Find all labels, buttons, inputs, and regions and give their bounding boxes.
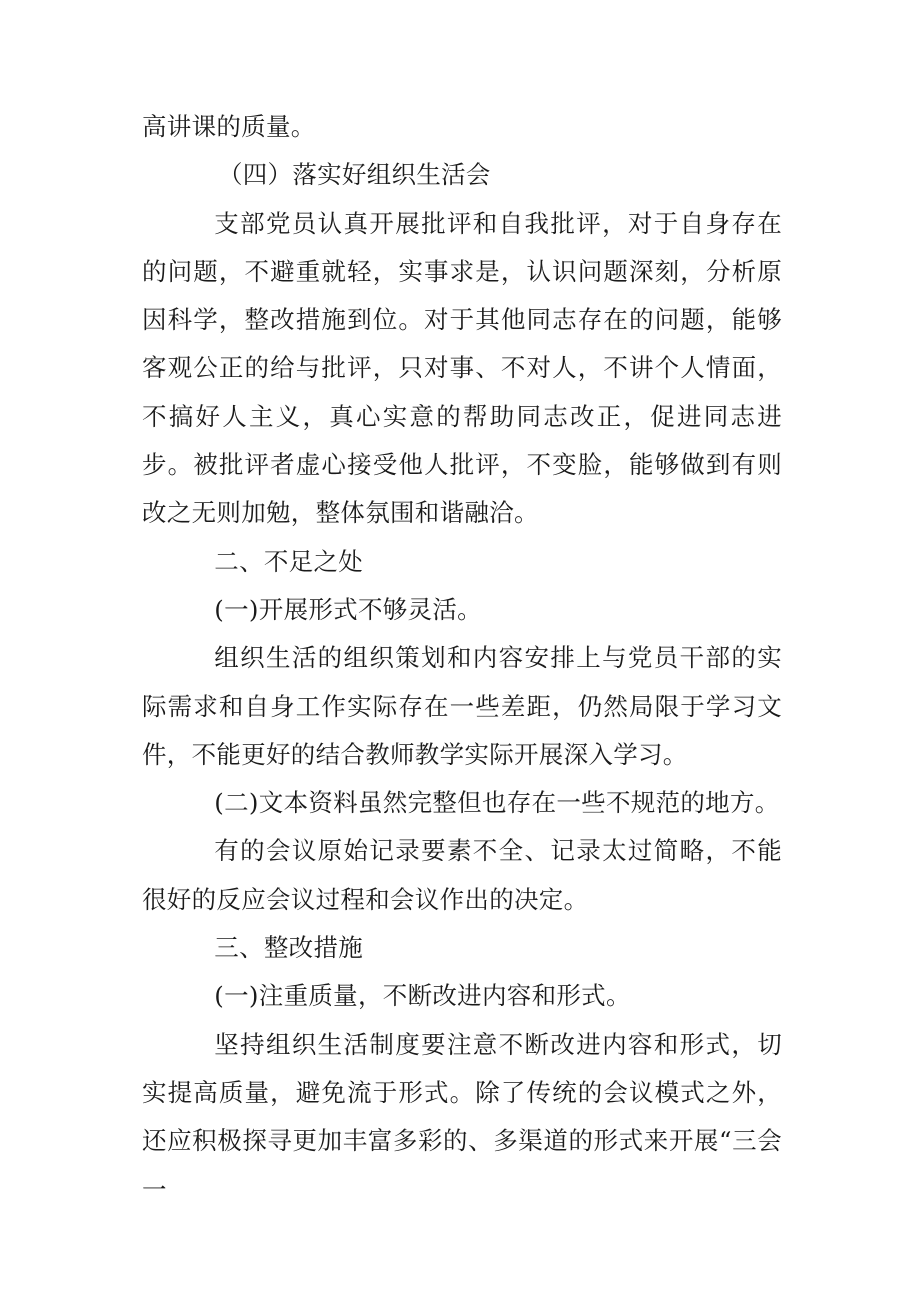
sub-heading-quality: (一)注重质量，不断改进内容和形式。 [214, 981, 631, 1011]
document-body [142, 103, 782, 1214]
paragraph-improve-content: 坚持组织生活制度要注意不断改进内容和形式，切实提高质量，避免流于形式。除了传统的会议模式之外，还应积极探寻更加丰富多彩的、多渠道的形式来开展“三会一 [142, 1029, 782, 1204]
sub-heading-form-not-flexible: (一)开展形式不够灵活。 [214, 594, 482, 624]
sub-heading-docs-not-standard: (二)文本资料虽然完整但也存在一些不规范的地方。 [214, 788, 780, 818]
paragraph-continued: 高讲课的质量。 [142, 112, 316, 141]
paragraph-criticism: 支部党员认真开展批评和自我批评，对于自身存在的问题，不避重就轻，实事求是，认识问题深刻，分析原因科学，整改措施到位。对于其他同志存在的问题，能够客观公正的给与批评，只对事、不对人，不讲个人情面，不搞好人主义，真心实意的帮助同志改正，促进同志进步。被批评者虚心接受他人批评，不变脸，能够做到有则改之无则加勉，整体氛围和谐融洽。 [142, 208, 782, 528]
paragraph-meeting-records: 有的会议原始记录要素不全、记录太过简略，不能很好的反应会议过程和会议作出的决定。 [142, 836, 782, 914]
section-heading-measures: 三、整改措施 [214, 933, 364, 963]
section-heading-4: （四）落实好组织生活会 [217, 160, 491, 190]
paragraph-form-gap: 组织生活的组织策划和内容安排上与党员干部的实际需求和自身工作实际存在一些差距，仍然局限于学习文件，不能更好的结合教师教学实际开展深入学习。 [142, 643, 782, 769]
section-heading-shortcomings: 二、不足之处 [214, 546, 364, 576]
